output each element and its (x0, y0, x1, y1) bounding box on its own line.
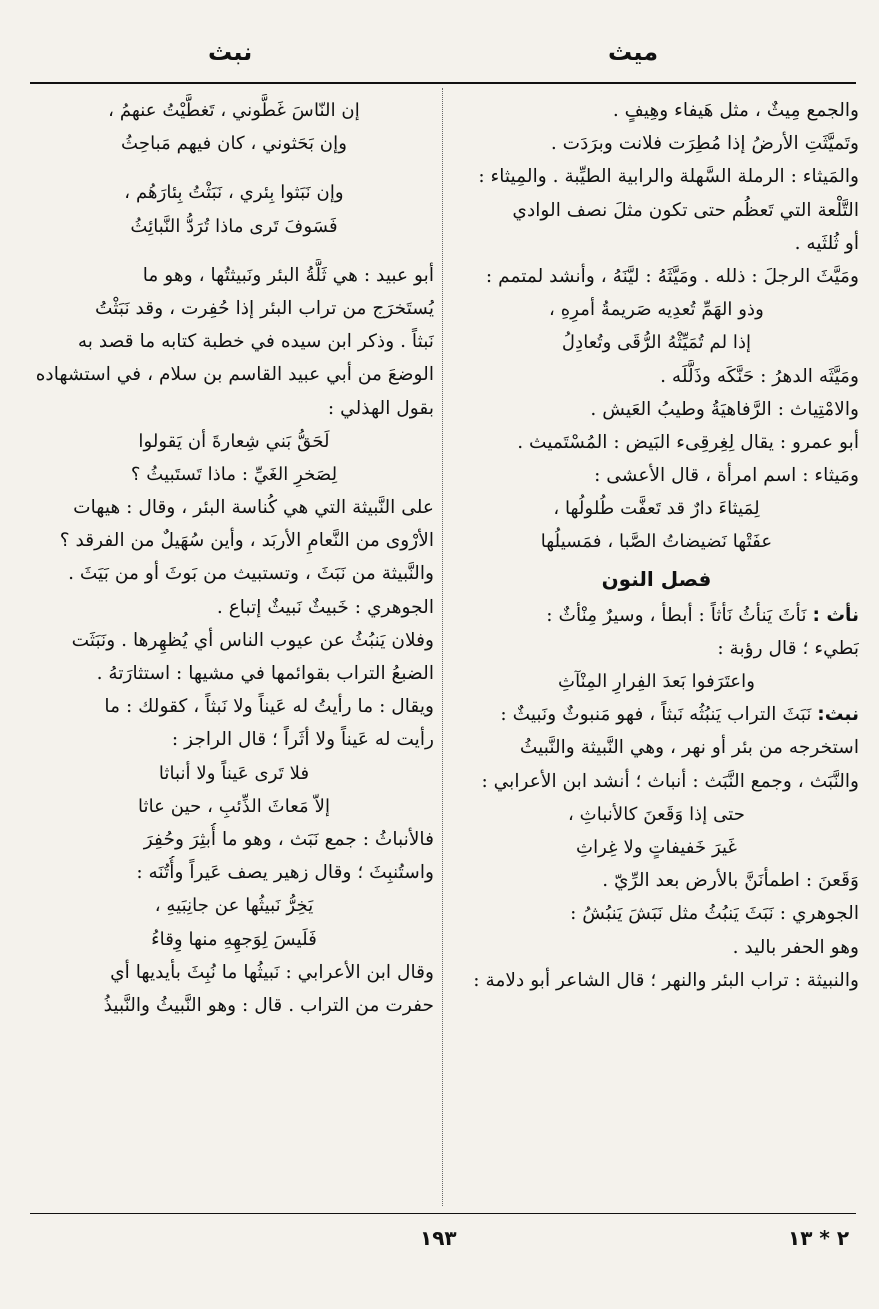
text-line: والامْتِياث : الرَّفاهيَةُ وطيبُ العَيش . (590, 398, 859, 420)
text-line (454, 698, 859, 731)
left-column-title: نبث (208, 38, 253, 66)
headword: نأث : (812, 604, 859, 626)
verse-line: إلاّ مَعاثَ الذِّئبِ ، حين عاثا (137, 795, 331, 817)
text-line: واستُنبِثَ ؛ وقال زهير يصف عَيراً وأُتُنَه : (136, 862, 434, 884)
text-line: بقول الهذلي : (327, 397, 434, 419)
page-number: ١٩٣ (420, 1226, 457, 1250)
entry-text: نَبَثَ التراب يَنبُثُه نَبثاً ، فهو مَنبوثٌ ونَبيثٌ : (500, 704, 818, 726)
text-line: أو ثُلثَيه . (794, 232, 859, 254)
text-line: الضبعُ التراب بقوائمها في مشيها : استثارَتهُ . (96, 663, 434, 684)
text-line: والنبيثة : تراب البئر والنهر ؛ قال الشاعر أبو دلامة : (473, 969, 859, 991)
headword: نبث: (817, 704, 859, 726)
text-line: نَبثاً . وذكر ابن سيده في خطبة كتابه ما قصد به (77, 331, 434, 353)
text-line: وقال ابن الأعرابي : نَبيثُها ما نُبِثَ بأيديها أي (110, 961, 434, 983)
text-line: بَطيء ؛ قال رؤبة : (717, 637, 859, 659)
verse-line: إذا لم تُمَيِّثْهُ الرُّقَى وتُعادِلُ (561, 332, 752, 354)
header-rule (30, 82, 856, 84)
verse-line: واعتَرَفوا بَعدَ الفِرارِ المِنْآثِ (557, 671, 755, 692)
text-line: على النَّبيثة التي هي كُناسة البئر ، وقال : هيهات (73, 497, 434, 519)
verse-line: وإن نَبَثوا بِئري ، نَبَثْتُ بِئارَهُم ، (124, 182, 344, 204)
text-line: أبو عبيد : هي ثَلَّةُ البئر ونَبيثتُها ، وهو ما (142, 264, 434, 286)
verse-line: غَيرَ خَفيفاتٍ ولا غِراثِ (575, 836, 738, 858)
text-line: الوضعَ من أبي عبيد القاسم بن سلام ، في استشهاده (35, 364, 434, 386)
text-line: حفرت من التراب . قال : وهو النَّبيثُ والنَّبيذُ (103, 994, 434, 1016)
text-line: ومَيَّثَ الرجلَ : ذلله . ومَيَّثَهُ : ليَّنَهُ ، وأنشد لمتمم : (485, 265, 859, 287)
verse-line: حتى إذا وَقَعنَ كالأنباثِ ، (568, 803, 745, 825)
text-line: وتَميَّثَتِ الأرضُ إذا مُطِرَت فلانت وبرَدَت . (550, 133, 859, 155)
verse-line: إن النّاسَ غَطَّوني ، تَغطَّيْتُ عنهمُ ، (108, 100, 360, 121)
text-line: استخرجه من بئر أو نهر ، وهي النَّبيثة والنَّبيثُ (519, 737, 859, 759)
verse-line: يَخِرُّ نَبيثُها عن جانِبَيهِ ، (154, 895, 314, 917)
verse-line: وذو الهَمِّ تُعدِيه صَريمةُ أمرِهِ ، (549, 299, 764, 321)
text-line: رأيت له عَيناً ولا أثَراً ؛ قال الراجز : (171, 729, 434, 751)
text-line: ومَيثاء : اسم امرأة ، قال الأعشى : (594, 465, 859, 487)
text-line: وَقَعنَ : اطمأنَنَّ بالأرض بعد الرِّيّ . (602, 870, 859, 892)
left-column (34, 94, 434, 1206)
text-line: والنَّبَث ، وجمع النَّبَث : أنباث ؛ أنشد ابن الأعرابي : (481, 770, 859, 792)
verse-line: لِمَيثاءَ دارٌ قد تَعفَّت طُلولُها ، (553, 498, 760, 520)
text-line: ومَيَّثَه الدهرُ : حَنَّكَه وذَلَّلَه . (660, 365, 859, 387)
verse-line: وإن بَحَثوني ، كان فيهم مَباحِثُ (121, 133, 347, 155)
right-column-title: ميث (608, 38, 659, 66)
text-line: الجوهري : نَبَثَ يَنبُثُ مثل نَبَشَ يَنبُشُ : (570, 903, 859, 925)
signature-mark: ٢ * ١٣ (788, 1226, 850, 1250)
text-line: التَّلْعة التي تَعظُم حتى تكون مثلَ نصف الوادي (512, 199, 859, 221)
footer-rule (30, 1213, 856, 1214)
verse-line: لَحَقُّ بَني شِعارةَ أن يَقولوا (138, 430, 330, 452)
text-line: وهو الحفر باليد . (732, 936, 859, 958)
entry-text: نَأثَ يَنأثُ نَأثاً : أبطأ ، وسيرٌ مِنْأثٌ : (546, 604, 813, 626)
verse-line: فلا تَرى عَيناً ولا أنباثا (158, 762, 310, 784)
right-column (454, 94, 859, 1206)
text-line: أبو عمرو : يقال لِغِرقِىء البَيض : المُسْتَميث . (517, 431, 859, 453)
verse-line: لِصَخرِ الغَيِّ : ماذا تَستَبيثُ ؟ (130, 463, 338, 485)
text-line (454, 599, 859, 632)
column-divider (442, 88, 443, 1206)
text-line: وفلان يَنبُثُ عن عيوب الناس أي يُظهِرها . ونَبَثَت (71, 629, 434, 651)
verse-line: فَسَوفَ تَرى ماذا تُرَدُّ النَّبائِثُ (130, 215, 338, 237)
spacer (34, 243, 434, 259)
verse-line: فَلَيسَ لِوَجهِهِ منها وِقاءُ (151, 928, 317, 950)
text-line: ويقال : ما رأيتُ له عَيناً ولا نَبثاً ، كقولك : ما (104, 696, 434, 718)
section-heading: فصل النون (601, 566, 712, 591)
text-line: والجمع مِيثٌ ، مثل هَيفاء وهِيفٍ . (612, 100, 859, 121)
text-line: الجوهري : خَبيثٌ نَبيثٌ إتباع . (216, 596, 434, 618)
text-line: فالأنباثُ : جمع نَبَث ، وهو ما أُبثِرَ وحُفِرَ (143, 828, 434, 850)
text-line: والنَّبيثة من نَبَثَ ، وتستبيث من بَوثَ أو من بَيَثَ . (68, 563, 434, 585)
verse-line: عفَتْها نَضيضاتُ الصَّبا ، فمَسيلُها (540, 531, 773, 553)
text-line: الأرْوى من النَّعامِ الأربَد ، وأين سُهَيلٌ من الفرقد ؟ (59, 530, 434, 552)
spacer (34, 160, 434, 176)
text-line: يُستَخرَج من تراب البئر إذا حُفِرت ، وقد نَبَثْتُ (94, 297, 434, 319)
text-line: والمَيثاء : الرملة السَّهلة والرابية الطيِّبة . والمِيثاء : (478, 166, 859, 188)
